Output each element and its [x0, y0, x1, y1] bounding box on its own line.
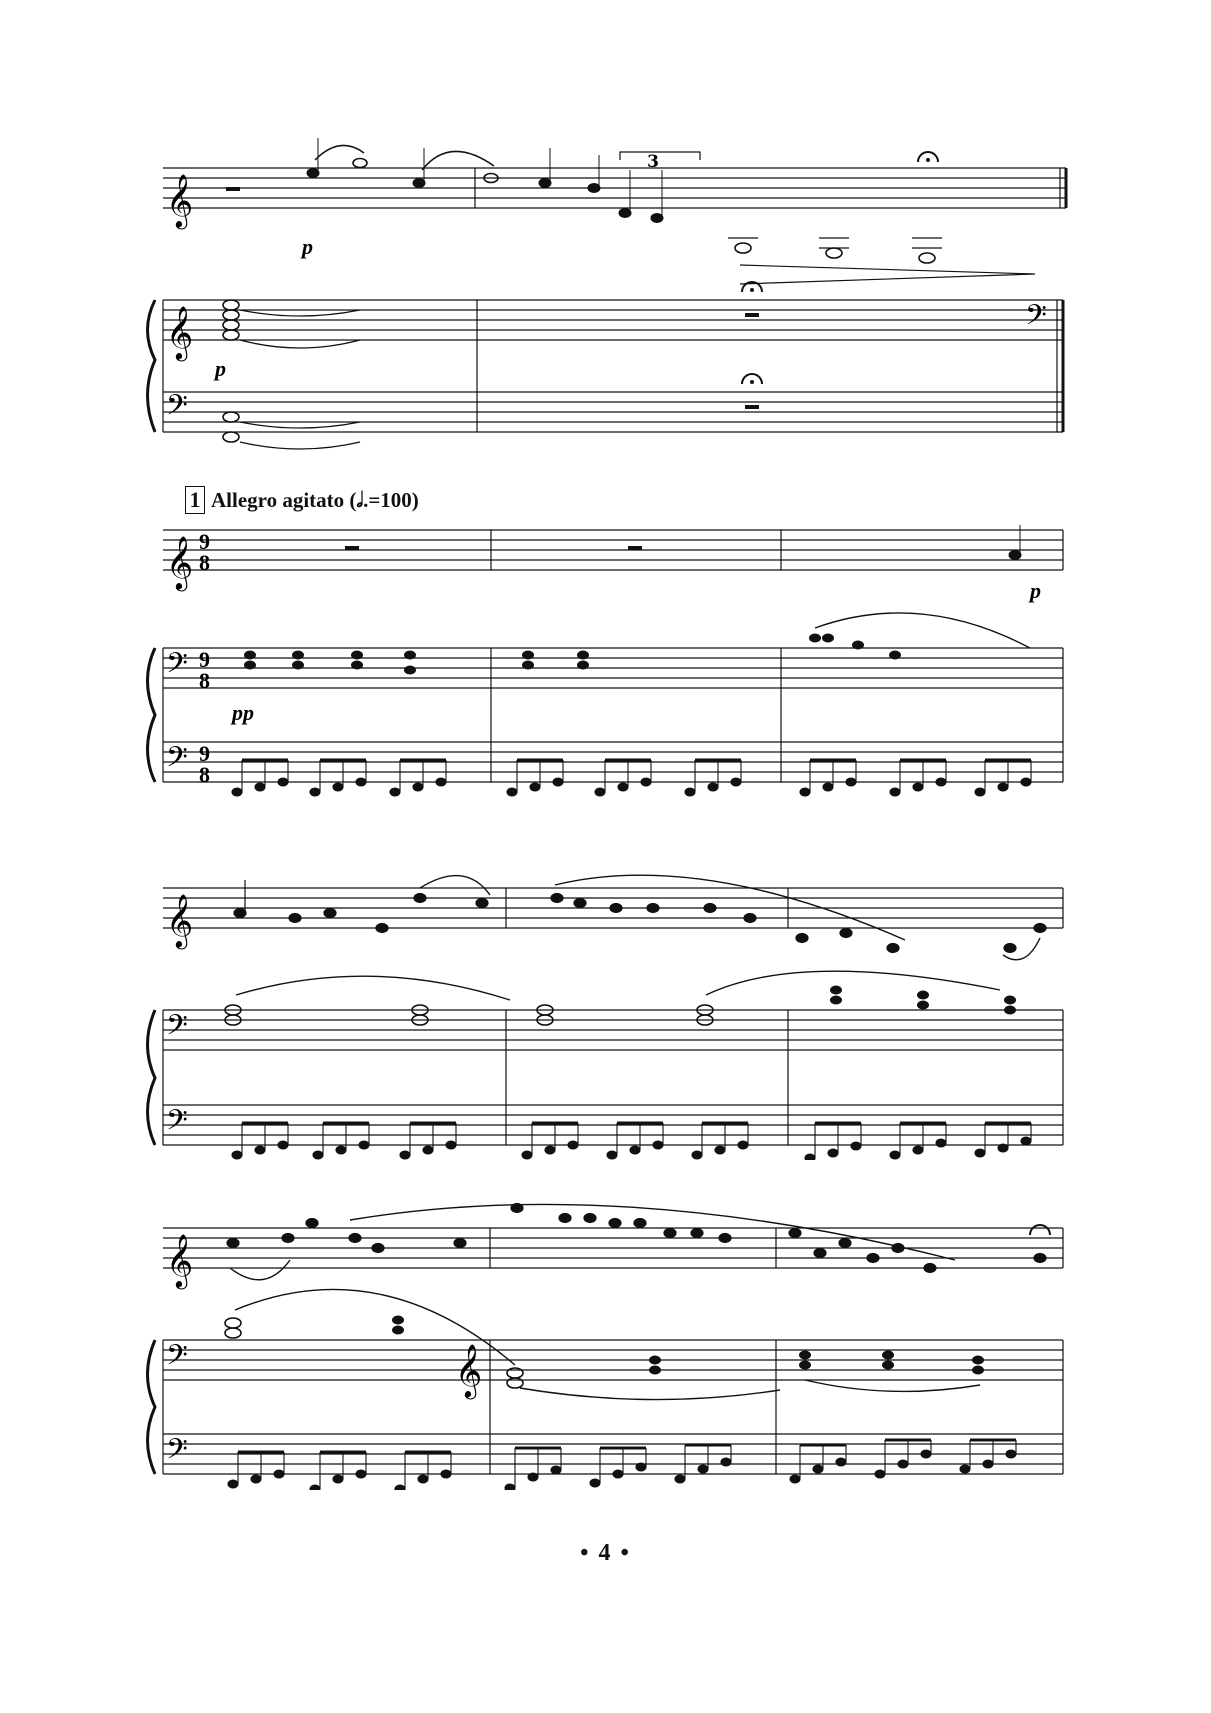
- dynamic-pp: pp: [232, 700, 254, 725]
- time-sig-num-lh: 9: [199, 741, 210, 766]
- dynamic-p-piano: p: [215, 356, 226, 381]
- treble-clef: 𝄞: [166, 1233, 194, 1287]
- piano-treble-staff-3: [163, 1010, 1063, 1050]
- system-2: [0, 520, 1211, 800]
- dynamic-p-solo: p: [302, 234, 313, 259]
- system-1: [0, 0, 1211, 460]
- solo-staff-2: [163, 530, 1063, 570]
- solo-staff-1: [163, 168, 1066, 208]
- treble-clef-piano: 𝄞: [166, 305, 194, 359]
- bass-clef-piano: 𝄢: [166, 389, 188, 429]
- rehearsal-mark: 1: [185, 486, 205, 514]
- section-heading: [185, 486, 419, 514]
- treble-clef: 𝄞: [166, 893, 194, 947]
- piano-treble-staff-4: [163, 1340, 1063, 1380]
- system-3: [0, 860, 1211, 1160]
- time-sig-den: 8: [199, 550, 210, 575]
- treble-clef: 𝄞: [166, 535, 194, 589]
- solo-notes-1: [307, 138, 935, 263]
- tempo-marking: Allegro agitato (𝅗𝅥.=100): [211, 487, 419, 512]
- bass-clef-lh: 𝄢: [166, 1104, 188, 1144]
- solo-staff-4: [163, 1228, 1063, 1268]
- treble-clef-change: 𝄞: [455, 1343, 483, 1397]
- time-sig-num: 9: [199, 529, 210, 554]
- bass-clef-change: 𝄢: [1025, 299, 1047, 339]
- bass-clef-lh: 𝄢: [166, 1433, 188, 1473]
- bass-clef-rh: 𝄢: [166, 647, 188, 687]
- tuplet-number: 3: [647, 152, 659, 172]
- time-sig-num-rh: 9: [199, 647, 210, 672]
- time-sig-den-lh: 8: [199, 762, 210, 787]
- system-4: [0, 1190, 1211, 1490]
- piano-treble-staff-1: [163, 300, 1063, 340]
- bass-clef-rh: 𝄢: [166, 1009, 188, 1049]
- bass-clef-lh: 𝄢: [166, 741, 188, 781]
- bass-clef-rh: 𝄢: [166, 1339, 188, 1379]
- dynamic-p-solo-2: p: [1030, 578, 1041, 603]
- page-number: • 4 •: [580, 1540, 631, 1566]
- time-sig-den-rh: 8: [199, 668, 210, 693]
- treble-clef: 𝄞: [166, 173, 194, 227]
